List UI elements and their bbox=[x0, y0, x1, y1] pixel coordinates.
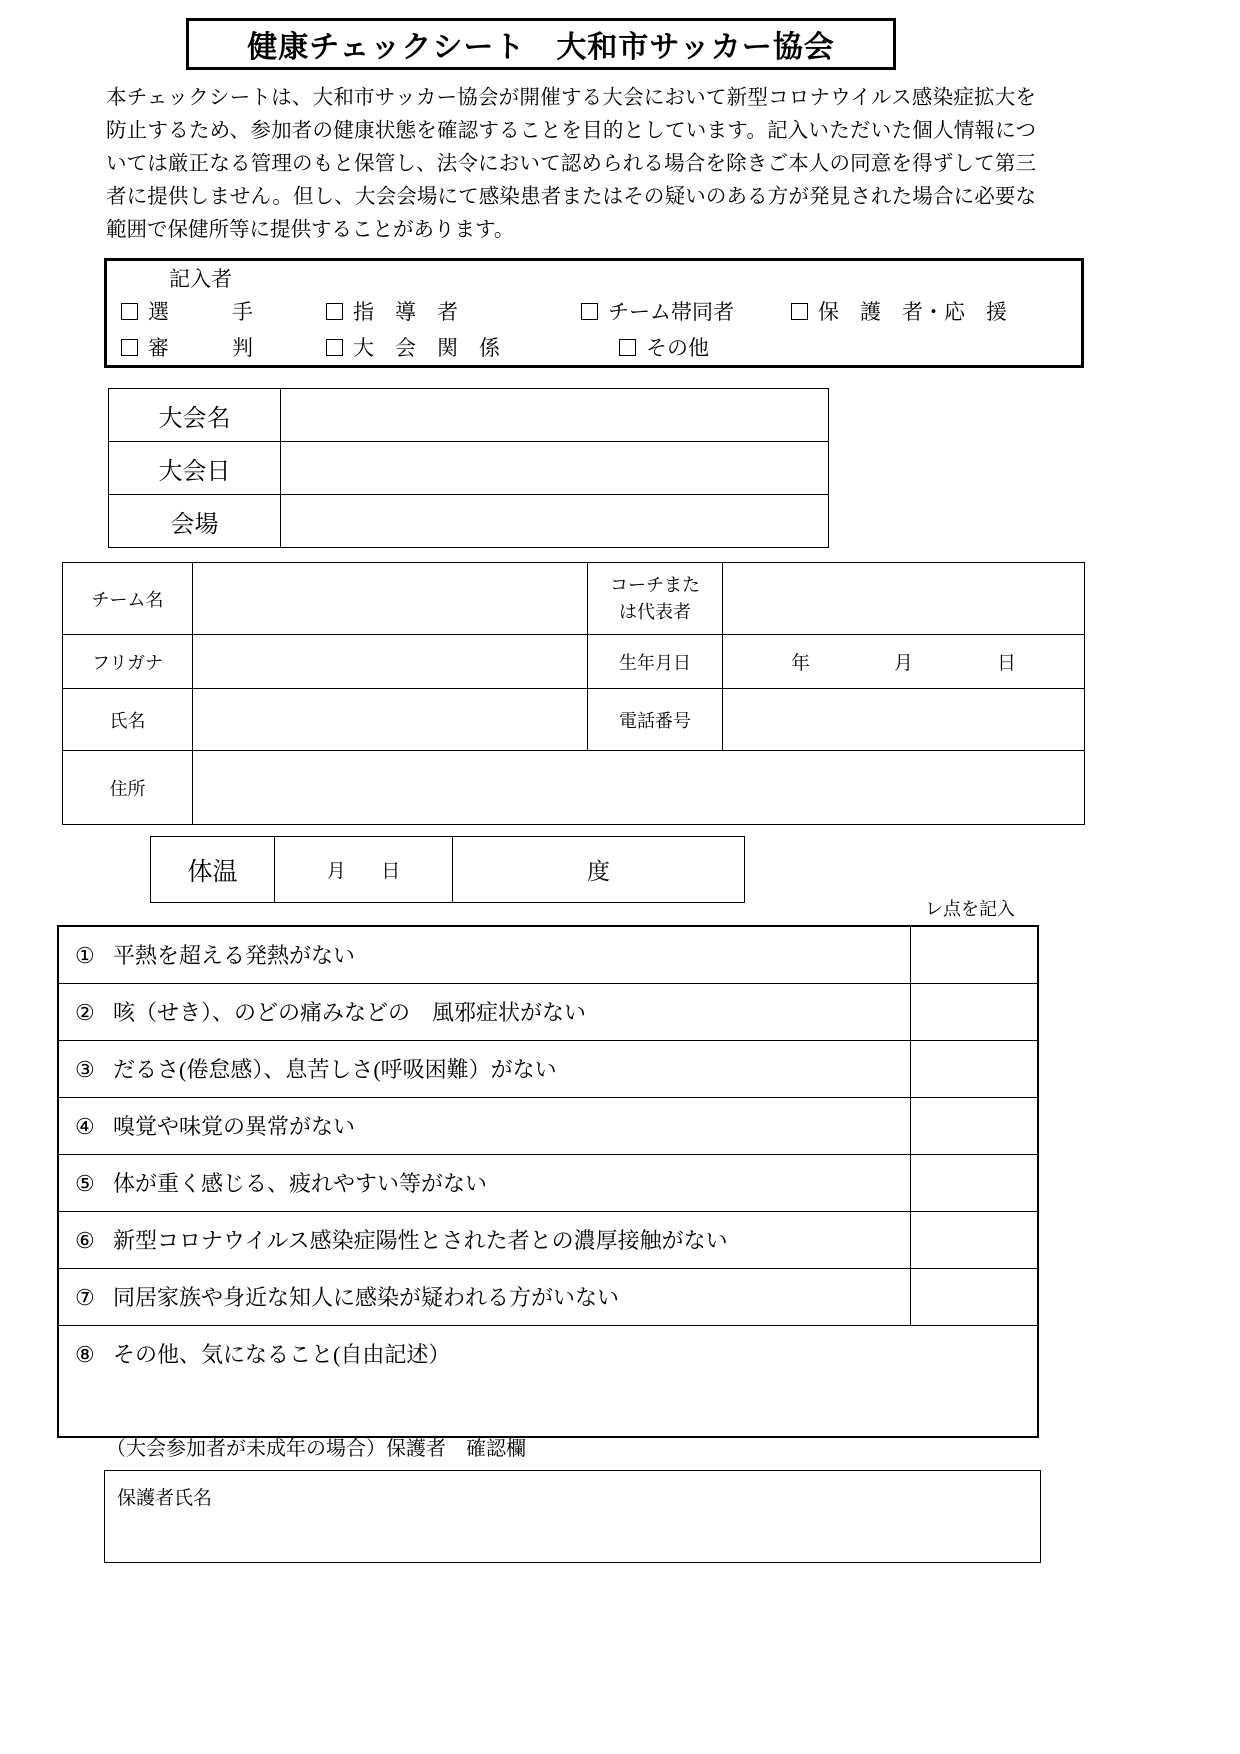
venue-label: 会場 bbox=[109, 495, 281, 548]
filler-heading: 記入者 bbox=[169, 267, 232, 291]
checklist-number: ⑧ bbox=[75, 1341, 95, 1367]
checklist-check-cell-6[interactable] bbox=[910, 1211, 1038, 1268]
phone-input[interactable] bbox=[723, 689, 1085, 751]
checkbox-item-player[interactable] bbox=[121, 296, 326, 326]
furigana-label: フリガナ bbox=[63, 635, 193, 689]
address-label: 住所 bbox=[63, 751, 193, 825]
checkbox-item-tournament-staff[interactable] bbox=[326, 332, 619, 362]
checkbox-item-referee[interactable] bbox=[121, 332, 326, 362]
checklist-text: 平熱を超える発熱がない bbox=[113, 943, 356, 969]
checkbox-item-coach[interactable] bbox=[326, 296, 581, 326]
checkbox-item-guardian-supporter[interactable] bbox=[791, 296, 1007, 326]
checkbox-label: 大 会 関 係 bbox=[353, 336, 500, 360]
temperature-date-input[interactable] bbox=[275, 837, 453, 903]
checklist-check-cell-1[interactable] bbox=[910, 926, 1038, 983]
table-row bbox=[63, 563, 1085, 635]
checklist-number: ③ bbox=[75, 1057, 95, 1082]
checkbox-icon[interactable] bbox=[326, 339, 343, 356]
table-row bbox=[58, 1325, 1038, 1437]
checklist-item-7 bbox=[58, 1268, 910, 1325]
guardian-name-label: 保護者氏名 bbox=[117, 1488, 213, 1509]
checkbox-icon[interactable] bbox=[581, 303, 598, 320]
checklist-item-2 bbox=[58, 983, 910, 1040]
venue-input[interactable] bbox=[281, 495, 829, 548]
checklist-text: 嗅覚や味覚の異常がない bbox=[113, 1114, 356, 1139]
checklist-number: ④ bbox=[75, 1114, 95, 1139]
event-date-label: 大会日 bbox=[109, 442, 281, 495]
table-row bbox=[109, 389, 829, 442]
checkbox-item-other[interactable] bbox=[619, 332, 709, 362]
name-label: 氏名 bbox=[63, 689, 193, 751]
table-row bbox=[58, 1211, 1038, 1268]
temperature-label: 体温 bbox=[151, 837, 275, 903]
event-name-label: 大会名 bbox=[109, 389, 281, 442]
checkbox-icon[interactable] bbox=[121, 339, 138, 356]
temperature-value-input[interactable]: 度 bbox=[453, 837, 745, 903]
name-input[interactable] bbox=[193, 689, 588, 751]
birth-day-unit: 日 bbox=[996, 653, 1016, 674]
temp-day-unit: 日 bbox=[381, 861, 401, 882]
checklist-text: 咳（せき）、のどの痛みなどの 風邪症状がない bbox=[113, 1000, 587, 1025]
checklist-number: ② bbox=[75, 1000, 95, 1025]
checkbox-label: 指 導 者 bbox=[353, 300, 458, 324]
checklist-text: その他、気になること(自由記述） bbox=[113, 1341, 451, 1367]
table-row bbox=[63, 635, 1085, 689]
address-input[interactable] bbox=[193, 751, 1085, 825]
filler-row-2 bbox=[107, 329, 1081, 365]
table-row bbox=[63, 689, 1085, 751]
table-row bbox=[63, 751, 1085, 825]
guardian-signature-table bbox=[104, 1470, 1041, 1563]
filler-type-box bbox=[104, 258, 1084, 368]
event-info-table bbox=[108, 388, 829, 548]
checklist-check-cell-3[interactable] bbox=[910, 1040, 1038, 1097]
check-instruction-note: レ点を記入 bbox=[925, 899, 1015, 919]
guardian-name-input[interactable] bbox=[105, 1471, 1041, 1563]
checkbox-label: 選 手 bbox=[148, 300, 253, 324]
checklist-check-cell-7[interactable] bbox=[910, 1268, 1038, 1325]
table-row bbox=[151, 837, 745, 903]
checklist-item-1 bbox=[58, 926, 910, 983]
event-name-input[interactable] bbox=[281, 389, 829, 442]
team-name-label: チーム名 bbox=[63, 563, 193, 635]
checklist-check-cell-5[interactable] bbox=[910, 1154, 1038, 1211]
checklist-item-4 bbox=[58, 1097, 910, 1154]
checklist-item-3 bbox=[58, 1040, 910, 1097]
table-row bbox=[58, 926, 1038, 983]
coach-label-line2: は代表者 bbox=[619, 601, 691, 622]
table-row bbox=[109, 495, 829, 548]
intro-paragraph: 本チェックシートは、大和市サッカー協会が開催する大会において新型コロナウイルス感染症拡大を防止するため、参加者の健康状態を確認することを目的としています。記入いただいた個人情報については厳正なる管理のもと保管し、法令において認められる場合を除きご本人の同意を得ずして第三者に提供しません。但し、大会会場にて感染患者またはその疑いのある方が発見された場合に必要な範囲で保健所等に提供することがあります。 bbox=[106, 87, 1036, 241]
checkbox-icon[interactable] bbox=[791, 303, 808, 320]
table-row bbox=[58, 1097, 1038, 1154]
team-name-input[interactable] bbox=[193, 563, 588, 635]
checklist-number: ① bbox=[75, 943, 95, 969]
birthdate-input[interactable] bbox=[723, 635, 1085, 689]
checklist-check-cell-4[interactable] bbox=[910, 1097, 1038, 1154]
filler-row-1 bbox=[107, 293, 1081, 329]
checklist-check-cell-2[interactable] bbox=[910, 983, 1038, 1040]
birth-year-unit: 年 bbox=[790, 653, 810, 674]
event-date-input[interactable] bbox=[281, 442, 829, 495]
coach-label bbox=[588, 563, 723, 635]
table-row bbox=[58, 1040, 1038, 1097]
table-row bbox=[58, 1268, 1038, 1325]
title-box bbox=[186, 18, 896, 70]
temperature-table bbox=[150, 836, 745, 903]
temp-month-unit: 月 bbox=[326, 861, 346, 882]
table-row bbox=[58, 983, 1038, 1040]
checkbox-item-team-staff[interactable] bbox=[581, 296, 791, 326]
table-row bbox=[109, 442, 829, 495]
table-row bbox=[58, 1154, 1038, 1211]
checkbox-icon[interactable] bbox=[619, 339, 636, 356]
birth-month-unit: 月 bbox=[893, 653, 913, 674]
checklist-number: ⑤ bbox=[75, 1171, 95, 1196]
checklist-item-6 bbox=[58, 1211, 910, 1268]
checklist-item-5 bbox=[58, 1154, 910, 1211]
page-title: 健康チェックシート 大和市サッカー協会 bbox=[247, 30, 835, 65]
coach-label-line1: コーチまた bbox=[610, 574, 700, 595]
checklist-number: ⑥ bbox=[75, 1228, 95, 1253]
checklist-number: ⑦ bbox=[75, 1285, 95, 1310]
checkbox-icon[interactable] bbox=[326, 303, 343, 320]
checkbox-label: 保 護 者・応 援 bbox=[818, 300, 1007, 324]
furigana-input[interactable] bbox=[193, 635, 588, 689]
symptom-checklist-table bbox=[57, 925, 1039, 1438]
phone-label: 電話番号 bbox=[588, 689, 723, 751]
checklist-text: 新型コロナウイルス感染症陽性とされた者との濃厚接触がない bbox=[113, 1228, 728, 1253]
guardian-section-note: （大会参加者が未成年の場合）保護者 確認欄 bbox=[106, 1438, 526, 1460]
birthdate-label: 生年月日 bbox=[588, 635, 723, 689]
coach-input[interactable] bbox=[723, 563, 1085, 635]
checkbox-label: 審 判 bbox=[148, 336, 253, 360]
checkbox-label: チーム帯同者 bbox=[608, 300, 734, 324]
checklist-text: 体が重く感じる、疲れやすい等がない bbox=[113, 1171, 488, 1196]
personal-info-table bbox=[62, 562, 1085, 825]
table-row bbox=[105, 1471, 1041, 1563]
checklist-text: だるさ(倦怠感）、息苦しさ(呼吸困難）がない bbox=[113, 1057, 557, 1082]
checklist-text: 同居家族や身近な知人に感染が疑われる方がいない bbox=[113, 1285, 620, 1310]
checklist-item-8[interactable] bbox=[58, 1325, 1038, 1437]
checkbox-icon[interactable] bbox=[121, 303, 138, 320]
checkbox-label: その他 bbox=[646, 336, 709, 360]
